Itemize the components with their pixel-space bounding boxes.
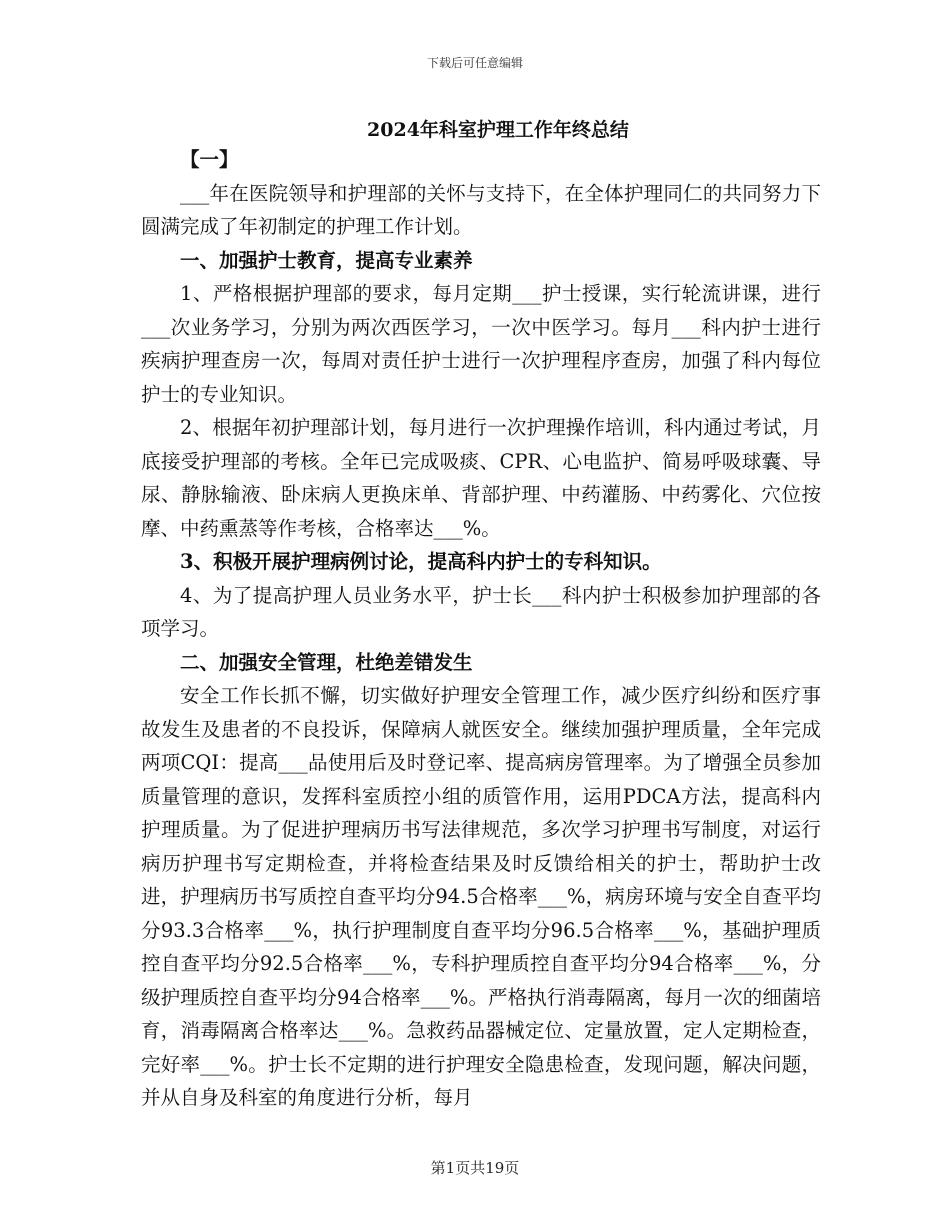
intro-paragraph: ___年在医院领导和护理部的关怀与支持下，在全体护理同仁的共同努力下圆满完成了年初制定的护理工作计划。 bbox=[141, 181, 821, 238]
body-paragraph: 安全工作长抓不懈，切实做好护理安全管理工作，减少医疗纠纷和医疗事故发生及患者的不良投诉，保障病人就医安全。继续加强护理质量，全年完成两项CQI：提高___品使用后及时登记率、提高病房管理率。为了增强全员参加质量管理的意识，发挥科室质控小组的质管作用，运用PDCA方法，提高科内护理质量。为了促进护理病历书写法律规范，多次学习护理书写制度，对运行病历护理书写定期检查，并将检查结果及时反馈给相关的护士，帮助护士改进，护理病历书写质控自查平均分94.5合格率___%，病房环境与安全自查平均分93.3合格率___%，执行护理制度自查平均分96.5合格率___%，基础护理质控自查平均分92.5合格率___%，专科护理质控自查平均分94合格率___%，分级护理质控自查平均分94合格率___%。严格执行消毒隔离，每月一次的细菌培育，消毒隔离合格率达___%。急救药品器械定位、定量放置，定人定期检查，完好率___%。护士长不定期的进行护理安全隐患检查，发现问题，解决问题，并从自身及科室的角度进行分析，每月 bbox=[141, 684, 821, 1109]
document-body bbox=[141, 143, 821, 1115]
body-paragraph: 4、为了提高护理人员业务水平，护士长___科内护士积极参加护理部的各项学习。 bbox=[141, 583, 821, 640]
body-paragraph: 2、根据年初护理部计划，每月进行一次护理操作培训，科内通过考试，月底接受护理部的考核。全年已完成吸痰、CPR、心电监护、简易呼吸球囊、导尿、静脉输液、卧床病人更换床单、背部护理、中药灌肠、中药雾化、穴位按摩、中药熏蒸等作考核，合格率达___%。 bbox=[141, 416, 821, 540]
section-marker: 【一】 bbox=[180, 148, 239, 171]
document-title: 2024年科室护理工作年终总结 bbox=[367, 119, 629, 141]
body-paragraph: 1、严格根据护理部的要求，每月定期___护士授课，实行轮流讲课，进行___次业务学习，分别为两次西医学习，一次中医学习。每月___科内护士进行疾病护理查房一次，每周对责任护士进行一次护理程序查房，加强了科内每位护士的专业知识。 bbox=[141, 282, 821, 406]
page-footer: 第1页共19页 bbox=[430, 1159, 520, 1177]
section-heading: 一、加强护士教育，提高专业素养 bbox=[180, 248, 473, 272]
section-heading: 二、加强安全管理，杜绝差错发生 bbox=[180, 650, 473, 674]
section-heading: 3、积极开展护理病例讨论，提高科内护士的专科知识。 bbox=[180, 550, 662, 573]
header-note: 下载后可任意编辑 bbox=[426, 56, 523, 70]
